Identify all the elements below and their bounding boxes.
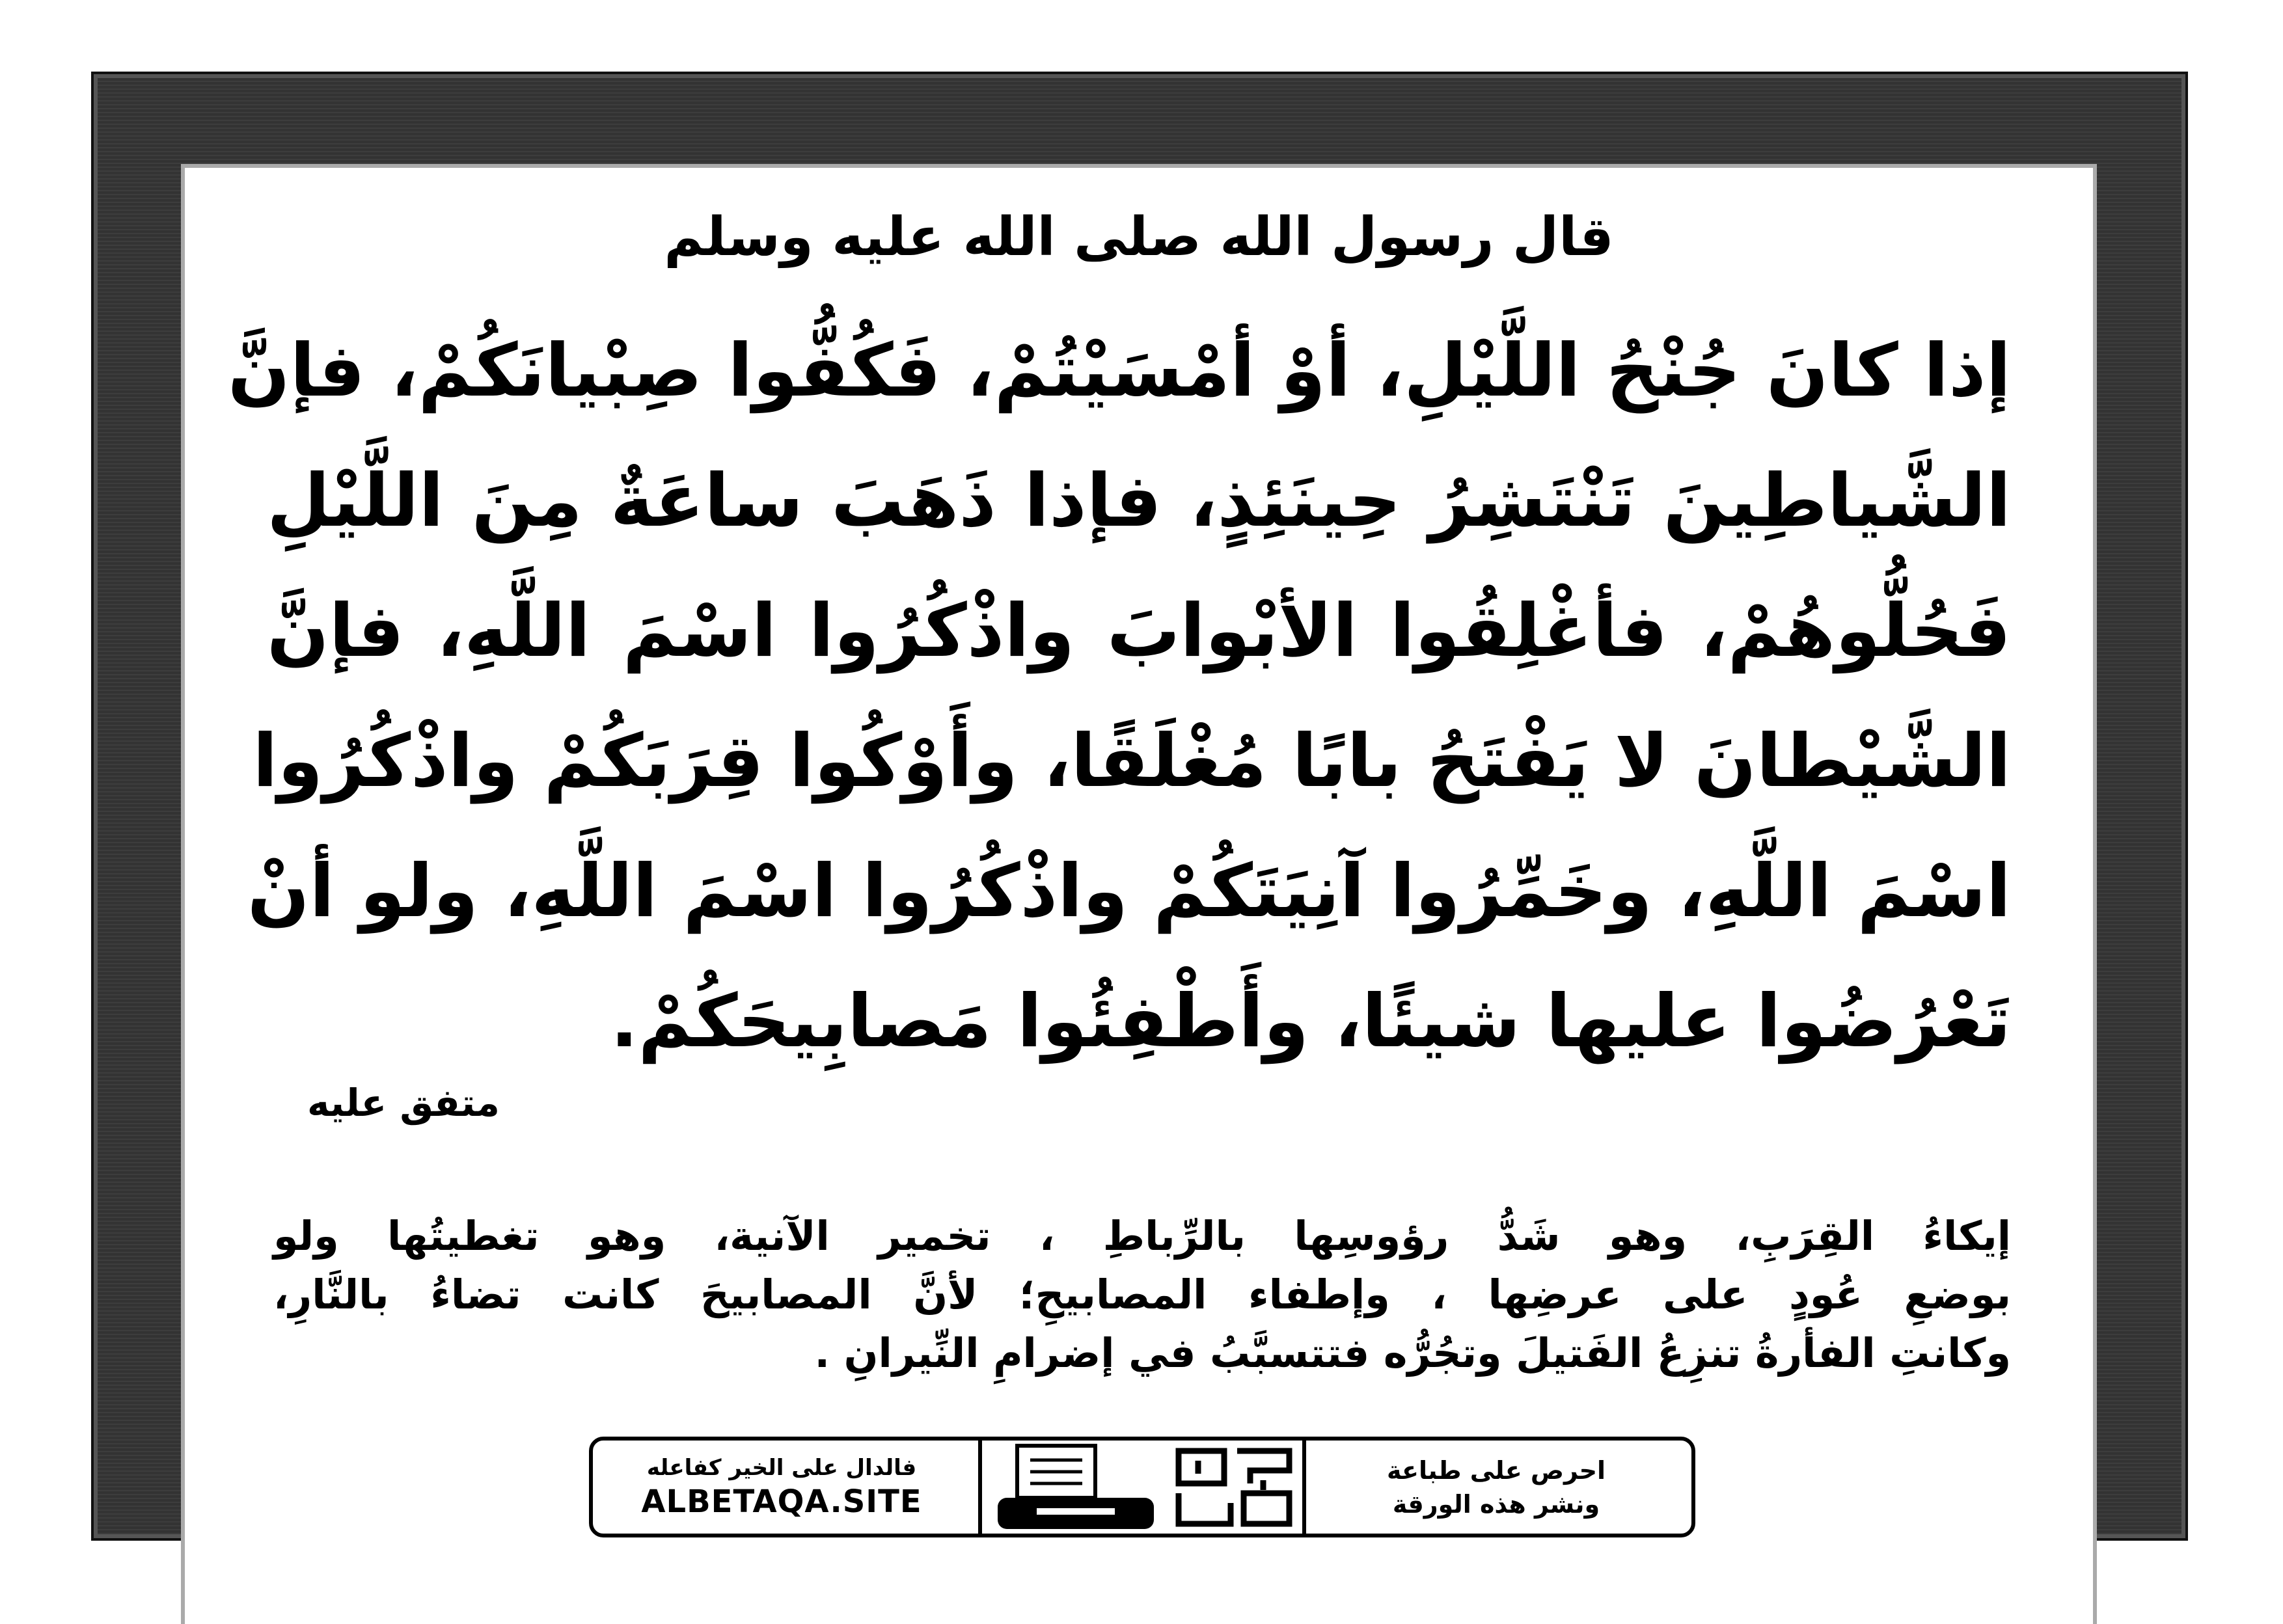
hadith-line: فَحُلُّوهُمْ، فأغْلِقُوا الأبْوابَ واذْكُرُوا اسْمَ اللَّهِ، فإنَّ bbox=[267, 589, 2011, 673]
printer-icon bbox=[991, 1441, 1160, 1534]
hadith-line: إذا كانَ جُنْحُ اللَّيْلِ، أوْ أمْسَيْتُمْ، فَكُفُّوا صِبْيانَكُمْ، فإنَّ bbox=[227, 329, 2011, 413]
explanation-line: وكانتِ الفأرةُ تنزِعُ الفَتيلَ وتجُرُّه فتتسبَّبُ في إضرامِ النِّيرانِ . bbox=[814, 1329, 2011, 1377]
footer-note-line: ونشر هذه الورقة bbox=[1392, 1489, 1600, 1519]
explanation-line: بوضعِ عُودٍ على عرضِها ، وإطفاء المصابيحِ؛ لأنَّ المصابيحَ كانت تضاءُ بالنَّارِ، bbox=[273, 1271, 2011, 1318]
dawah-logo-icon bbox=[1172, 1444, 1296, 1530]
hadith-source: متفق عليه bbox=[307, 1081, 500, 1125]
footer-site[interactable]: ALBETAQA.SITE bbox=[641, 1483, 922, 1520]
footer-banner bbox=[589, 1437, 1695, 1537]
footer-note-block bbox=[1301, 1441, 1691, 1534]
footer-motto-block bbox=[593, 1441, 970, 1534]
explanation-line: إيكاءُ القِرَبِ، وهو شَدُّ رؤوسِها بالرِّباطِ ، تخمير الآنية، وهو تغطيتُها ولو bbox=[273, 1212, 2011, 1260]
footer-motto: فالدال على الخير كفاعله bbox=[646, 1454, 917, 1481]
page-title: قال رسول الله صلى الله عليه وسلم bbox=[664, 206, 1614, 268]
footer-divider bbox=[978, 1441, 982, 1534]
hadith-line: الشَّيْطانَ لا يَفْتَحُ بابًا مُغْلَقًا، وأَوْكُوا قِرَبَكُمْ واذْكُرُوا bbox=[253, 719, 2011, 804]
hadith-line: الشَّياطِينَ تَنْتَشِرُ حِينَئِذٍ، فإذا ذَهَبَ ساعَةٌ مِنَ اللَّيْلِ bbox=[267, 459, 2011, 543]
footer-note-line: احرص على طباعة bbox=[1386, 1455, 1606, 1485]
hadith-line: اسْمَ اللَّهِ، وخَمِّرُوا آنِيَتَكُمْ واذْكُرُوا اسْمَ اللَّهِ، ولو أنْ bbox=[247, 849, 2011, 934]
hadith-line: تَعْرُضُوا عليها شيئًا، وأَطْفِئُوا مَصابِيحَكُمْ. bbox=[610, 979, 2011, 1064]
